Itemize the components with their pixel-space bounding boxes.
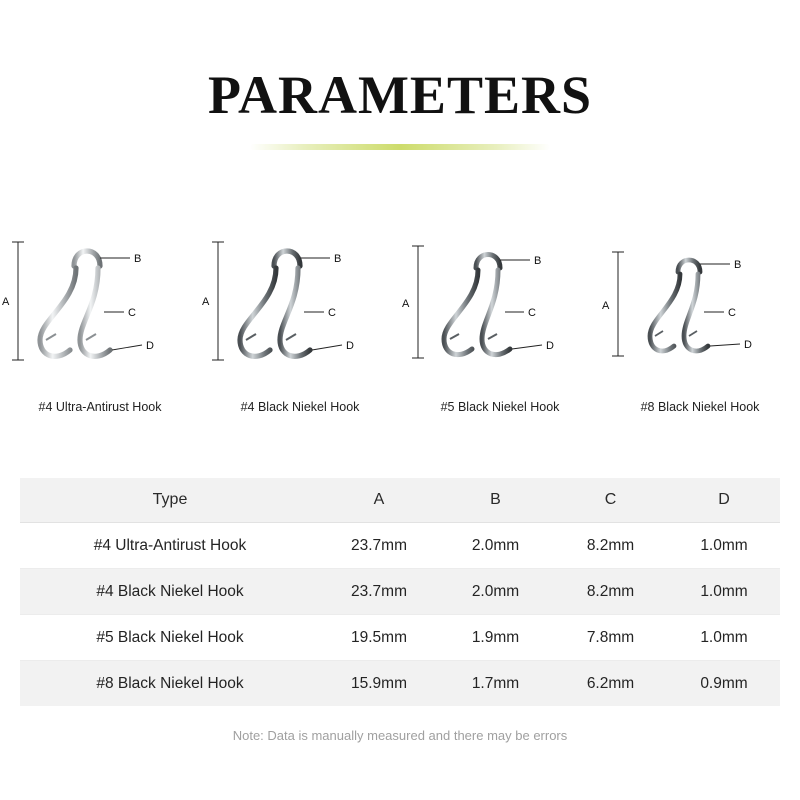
column-header-type: Type [20,478,320,523]
cell-b: 2.0mm [438,569,553,615]
cell-d: 1.0mm [668,523,780,569]
hook-body [444,255,510,355]
table-note: Note: Data is manually measured and there may be errors [232,728,568,743]
dimension-a-bracket [412,246,424,358]
label-b: B [734,259,742,271]
cell-a: 15.9mm [320,661,438,707]
hook-diagram-3 [400,222,600,422]
table-row [20,569,780,615]
leader-lines [500,260,542,349]
title-underline-decoration [250,144,550,150]
cell-a: 19.5mm [320,615,438,661]
hook-illustration-dark-3 [600,222,800,397]
label-b: B [534,255,542,267]
cell-d: 1.0mm [668,569,780,615]
hook-body [40,251,110,356]
table-header-row [20,478,780,523]
cell-b: 2.0mm [438,523,553,569]
hook-barbs [46,334,96,340]
label-c: C [328,307,336,319]
cell-c: 7.8mm [553,615,668,661]
label-c: C [528,307,536,319]
column-header-d: D [668,478,780,523]
table-row [20,661,780,707]
cell-a: 23.7mm [320,523,438,569]
label-a: A [202,296,210,308]
dimension-a-bracket [612,252,624,356]
cell-b: 1.9mm [438,615,553,661]
label-c: C [728,307,736,319]
cell-c: 8.2mm [553,569,668,615]
hook-barbs [246,334,296,340]
dimension-a-bracket [12,242,24,360]
cell-d: 0.9mm [668,661,780,707]
cell-type: #4 Ultra-Antirust Hook [20,523,320,569]
hook-barbs [655,331,697,336]
leader-lines [100,258,142,350]
label-d: D [346,340,354,352]
cell-c: 8.2mm [553,523,668,569]
hook-diagram-row [0,222,800,422]
parameters-table-wrap [20,478,780,706]
label-a: A [602,300,610,312]
cell-type: #4 Black Niekel Hook [20,569,320,615]
hook-body [650,260,708,351]
label-d: D [146,340,154,352]
label-c: C [128,307,136,319]
page-title: PARAMETERS [207,65,593,125]
column-header-b: B [438,478,553,523]
label-d: D [744,339,752,351]
label-a: A [2,296,10,308]
hook-illustration-dark-2 [400,222,600,397]
parameters-table [20,478,780,706]
column-header-a: A [320,478,438,523]
label-d: D [546,340,554,352]
hook-body [240,251,310,356]
hook-illustration-dark-1 [200,222,400,397]
cell-d: 1.0mm [668,615,780,661]
label-b: B [334,253,342,265]
leader-lines [700,264,740,346]
hook-caption-2: #4 Black Niekel Hook [240,400,360,414]
hook-barbs [450,334,497,339]
hook-illustration-silver [0,222,200,397]
label-a: A [402,298,410,310]
cell-type: #8 Black Niekel Hook [20,661,320,707]
column-header-c: C [553,478,668,523]
hook-caption-4: #8 Black Niekel Hook [640,400,760,414]
table-row [20,523,780,569]
hook-diagram-1 [0,222,200,422]
cell-c: 6.2mm [553,661,668,707]
hook-caption-1: #4 Ultra-Antirust Hook [38,400,162,414]
hook-diagram-2 [200,222,400,422]
label-b: B [134,253,142,265]
cell-b: 1.7mm [438,661,553,707]
hook-caption-3: #5 Black Niekel Hook [440,400,560,414]
cell-type: #5 Black Niekel Hook [20,615,320,661]
table-row [20,615,780,661]
leader-lines [300,258,342,350]
hook-diagram-4 [600,222,800,422]
dimension-a-bracket [212,242,224,360]
cell-a: 23.7mm [320,569,438,615]
